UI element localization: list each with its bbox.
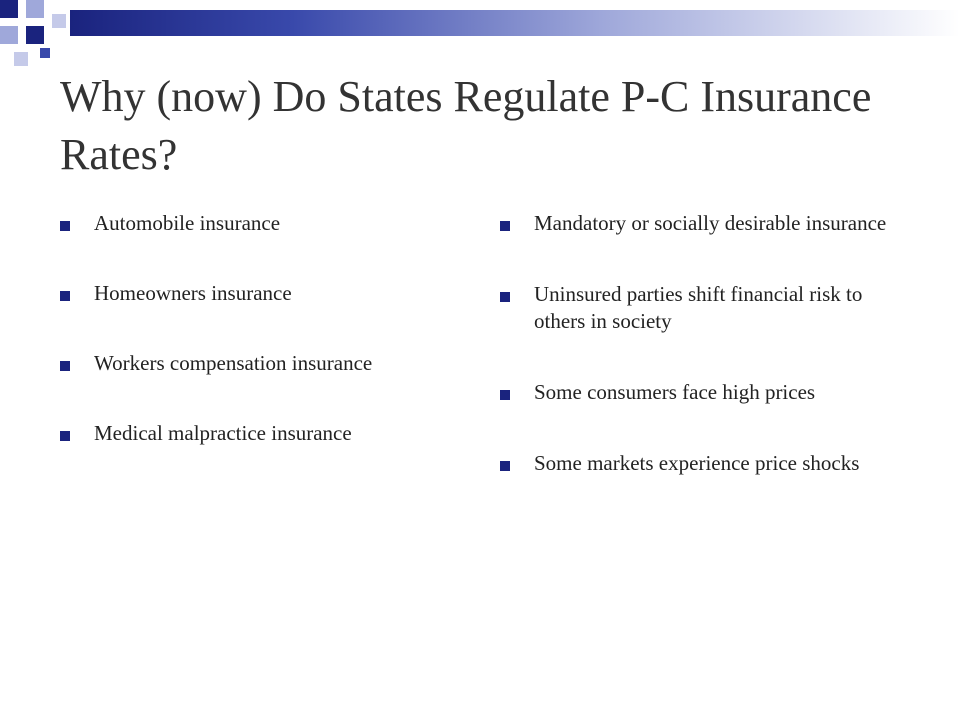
list-item — [60, 280, 470, 307]
slide-title: Why (now) Do States Regulate P-C Insurance Rates? — [60, 72, 872, 179]
square-bullet-icon — [60, 291, 70, 301]
decor-square — [0, 0, 18, 18]
decor-square — [26, 0, 44, 18]
list-item-text: Workers compensation insurance — [94, 351, 373, 375]
list-item-text: Mandatory or socially desirable insurance — [534, 211, 887, 235]
list-item-text: Some markets experience price shocks — [534, 451, 860, 475]
square-bullet-icon — [60, 361, 70, 371]
list-item — [60, 350, 470, 377]
list-item — [500, 450, 900, 477]
square-bullet-icon — [500, 292, 510, 302]
decor-square — [14, 52, 28, 66]
list-item-text: Medical malpractice insurance — [94, 421, 352, 445]
right-bullet-list — [500, 210, 900, 521]
decor-square — [0, 26, 18, 44]
list-item-text: Homeowners insurance — [94, 281, 292, 305]
list-item — [500, 281, 900, 335]
square-bullet-icon — [60, 431, 70, 441]
corner-decoration — [0, 0, 80, 60]
decor-square — [52, 14, 66, 28]
square-bullet-icon — [60, 221, 70, 231]
left-bullet-list — [60, 210, 470, 490]
list-item — [60, 420, 470, 447]
decor-square — [26, 26, 44, 44]
square-bullet-icon — [500, 461, 510, 471]
square-bullet-icon — [500, 221, 510, 231]
list-item-text: Automobile insurance — [94, 211, 281, 235]
list-item-text: Uninsured parties shift financial risk to others in society — [534, 282, 863, 333]
square-bullet-icon — [500, 390, 510, 400]
header-gradient-bar — [70, 10, 960, 36]
list-item — [60, 210, 470, 237]
list-item — [500, 379, 900, 406]
list-item-text: Some consumers face high prices — [534, 380, 816, 404]
decor-square — [40, 48, 50, 58]
list-item — [500, 210, 900, 237]
